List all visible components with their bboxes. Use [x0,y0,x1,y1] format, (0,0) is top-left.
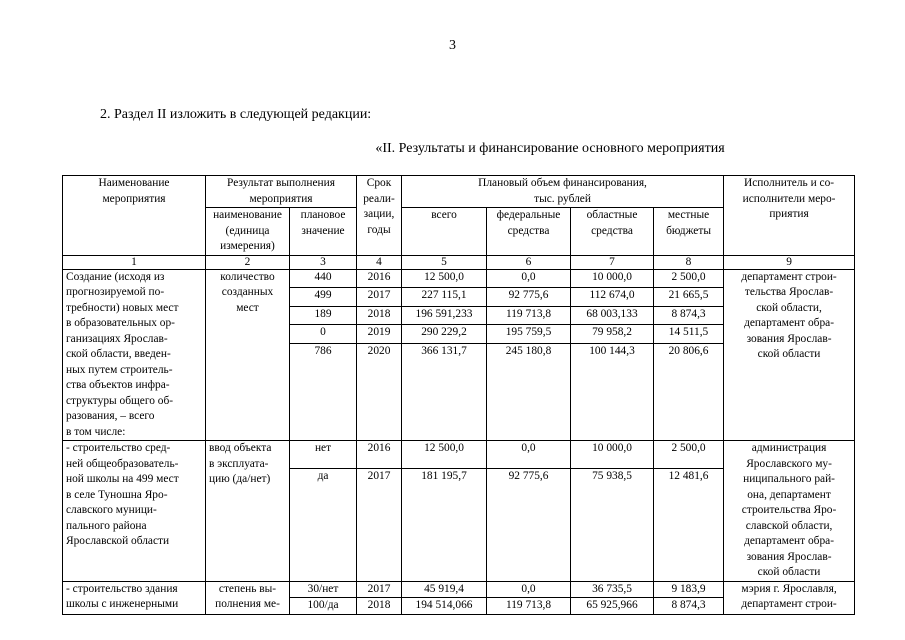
section-title: «II. Результаты и финансирование основного мероприятия [375,141,725,156]
total-amount: 12 500,0 [402,269,487,288]
col-number: 2 [206,255,290,269]
year: 2017 [357,468,402,581]
year: 2018 [357,306,402,325]
header-term: Срок реали- зации, годы [357,176,402,256]
local-amount: 21 665,5 [654,288,724,307]
year: 2017 [357,288,402,307]
local-amount: 12 481,6 [654,468,724,581]
year: 2016 [357,269,402,288]
activity-name: Создание (исходя из прогнозируемой по- требности) новых мест в образовательных ор- ганизациях Ярослав- ской области, введен- ных путем строитель- ства объектов инфра- структуры общего об- разования, – всего в том числе: [63,269,206,441]
header-result: Результат выполнения мероприятия [206,176,357,208]
year: 2019 [357,325,402,344]
local-amount: 14 511,5 [654,325,724,344]
intro-text: 2. Раздел II изложить в следующей редакции: [100,107,372,122]
header-name: Наименование мероприятия [63,176,206,256]
col-number: 3 [290,255,357,269]
year: 2020 [357,344,402,441]
local-amount: 8 874,3 [654,598,724,615]
header-executor: Исполнитель и со- исполнители меро- приятия [724,176,855,256]
regional-amount: 112 674,0 [571,288,654,307]
regional-amount: 79 958,2 [571,325,654,344]
header-local: местные бюджеты [654,208,724,256]
total-amount: 290 229,2 [402,325,487,344]
col-number: 4 [357,255,402,269]
federal-amount: 195 759,5 [487,325,571,344]
regional-amount: 75 938,5 [571,468,654,581]
local-amount: 20 806,6 [654,344,724,441]
activity-name: - строительство здания школы с инженерными [63,581,206,614]
total-amount: 227 115,1 [402,288,487,307]
col-number: 9 [724,255,855,269]
total-amount: 366 131,7 [402,344,487,441]
federal-amount: 119 713,8 [487,598,571,615]
regional-amount: 68 003,133 [571,306,654,325]
planned-value: 440 [290,269,357,288]
regional-amount: 10 000,0 [571,269,654,288]
local-amount: 2 500,0 [654,441,724,469]
federal-amount: 119 713,8 [487,306,571,325]
header-result-value: плановое значение [290,208,357,256]
result-name: количество созданных мест [206,269,290,441]
total-amount: 45 919,4 [402,581,487,598]
header-result-name: наименование (единица измерения) [206,208,290,256]
regional-amount: 100 144,3 [571,344,654,441]
local-amount: 8 874,3 [654,306,724,325]
column-number-row [63,255,855,269]
executor: мэрия г. Ярославля, департамент строи- [724,581,855,614]
header-regional: областные средства [571,208,654,256]
year: 2016 [357,441,402,469]
planned-value: 100/да [290,598,357,615]
col-number: 1 [63,255,206,269]
col-number: 6 [487,255,571,269]
result-name: ввод объекта в эксплуата- цию (да/нет) [206,441,290,582]
col-number: 8 [654,255,724,269]
year: 2018 [357,598,402,615]
header-financing: Плановый объем финансирования, тыс. рублей [402,176,724,208]
total-amount: 12 500,0 [402,441,487,469]
planned-value: 499 [290,288,357,307]
header-federal: федеральные средства [487,208,571,256]
table-row [63,269,855,288]
activity-name: - строительство сред- ней общеобразователь- ной школы на 499 мест в селе Туношна Яро- славского муници- пального района Ярославской области [63,441,206,582]
planned-value: нет [290,441,357,469]
regional-amount: 10 000,0 [571,441,654,469]
regional-amount: 65 925,966 [571,598,654,615]
col-number: 5 [402,255,487,269]
planned-value: 30/нет [290,581,357,598]
federal-amount: 92 775,6 [487,468,571,581]
year: 2017 [357,581,402,598]
executor: администрация Ярославского му- ниципального рай- она, департамент строительства Яро- славской области, департамент обра- зования Ярослав- ской области [724,441,855,582]
planned-value: 786 [290,344,357,441]
col-number: 7 [571,255,654,269]
page-number: 3 [449,38,456,53]
regional-amount: 36 735,5 [571,581,654,598]
planned-value: 189 [290,306,357,325]
header-row-1 [63,176,855,208]
federal-amount: 0,0 [487,269,571,288]
financing-table [62,175,855,615]
federal-amount: 0,0 [487,581,571,598]
header-total: всего [402,208,487,256]
planned-value: 0 [290,325,357,344]
federal-amount: 92 775,6 [487,288,571,307]
federal-amount: 245 180,8 [487,344,571,441]
local-amount: 9 183,9 [654,581,724,598]
local-amount: 2 500,0 [654,269,724,288]
executor: департамент строи- тельства Ярослав- ской области, департамент обра- зования Ярослав- ской области [724,269,855,441]
table-row [63,441,855,469]
total-amount: 196 591,233 [402,306,487,325]
total-amount: 181 195,7 [402,468,487,581]
result-name: степень вы- полнения ме- [206,581,290,614]
table-row [63,581,855,598]
planned-value: да [290,468,357,581]
total-amount: 194 514,066 [402,598,487,615]
federal-amount: 0,0 [487,441,571,469]
